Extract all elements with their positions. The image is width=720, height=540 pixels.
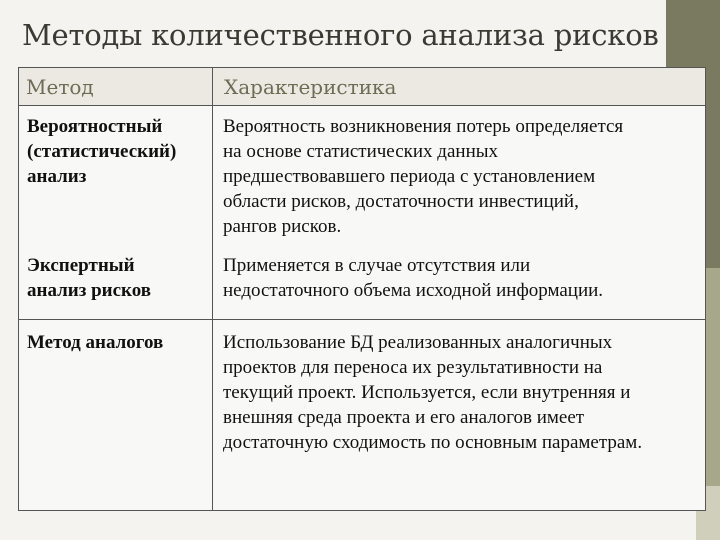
methods-table [18,67,706,511]
column-divider [212,68,213,510]
row-divider [19,319,705,320]
header-divider [19,105,705,106]
table-row-description-3: Использование БД реализованных аналогичных проектов для переноса их результативности на текущий проект. Используется, если внутренняя и внешняя среда проекта и его аналогов имеет достаточную сходимость по основным параметрам. [223,332,643,453]
table-row-method-2: Экспертный анализ рисков [27,255,152,301]
slide-title: Методы количественного анализа рисков [22,18,659,52]
table-row-description-2: Применяется в случае отсутствия или недостаточного объема исходной информации. [223,255,604,301]
table-row-method-3: Метод аналогов [27,332,164,353]
table-row-method-1: Вероятностный (статистический) анализ [27,116,177,187]
table-row-description-1: Вероятность возникновения потерь определяется на основе статистических данных предшествовавшего периода с установлением области рисков, достаточности инвестиций, рангов рисков. [223,116,624,237]
header-method: Метод [26,75,94,99]
header-characteristic: Характеристика [224,75,397,99]
